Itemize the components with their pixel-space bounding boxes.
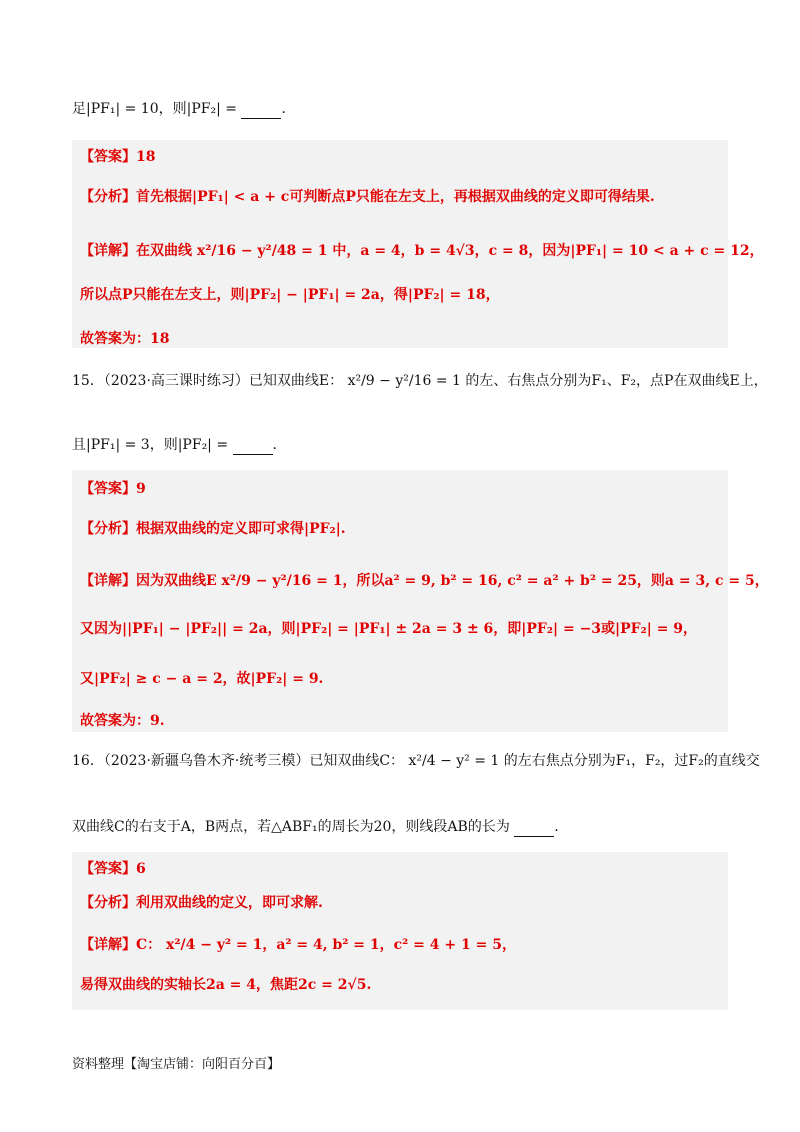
q14-detail-1: 【详解】在双曲线 x²/16 − y²/48 = 1 中，a = 4，b = 4√3，c = 8，因为|PF₁| = 10 < a + c = 12， <box>80 243 764 259</box>
footer-source: 资料整理【淘宝店铺：向阳百分百】 <box>72 1057 281 1072</box>
answer-blank <box>241 100 281 119</box>
q14-solution-box <box>72 140 764 348</box>
q15-detail-3: 又|PF₂| ≥ c − a = 2，故|PF₂| = 9. <box>80 671 324 687</box>
q16-answer: 【答案】6 <box>80 861 146 877</box>
answer-blank <box>514 818 554 837</box>
q14-stem-continuation: 足|PF₁| = 10，则|PF₂| = . <box>72 101 286 117</box>
q15-final: 故答案为：9. <box>80 713 165 729</box>
q15-detail-1: 【详解】因为双曲线E x²/9 − y²/16 = 1，所以a² = 9, b² = 16, c² = a² + b² = 25，则a = 3, c = 5， <box>80 573 769 589</box>
q16-stem-2: 双曲线C的右支于A，B两点，若△ABF₁的周长为20，则线段AB的长为 . <box>72 819 559 835</box>
q15-detail-2: 又因为||PF₁| − |PF₂|| = 2a，则|PF₂| = |PF₁| ± 2a = 3 ± 6，即|PF₂| = −3或|PF₂| = 9， <box>80 621 698 637</box>
q16-analysis: 【分析】利用双曲线的定义，即可求解. <box>80 895 323 911</box>
q15-solution-box <box>72 470 769 732</box>
q16-detail-2: 易得双曲线的实轴长2a = 4，焦距2c = 2√5. <box>80 977 372 993</box>
q15-answer: 【答案】9 <box>80 481 146 497</box>
q15-stem-2: 且|PF₁| = 3，则|PF₂| = . <box>72 437 277 453</box>
q15-analysis: 【分析】根据双曲线的定义即可求得|PF₂|. <box>80 521 346 537</box>
q14-analysis: 【分析】首先根据|PF₁| < a + c可判断点P只能在左支上，再根据双曲线的定义即可得结果. <box>80 189 655 205</box>
q15-stem-1: 15．（2023·高三课时练习）已知双曲线E： x²/9 − y²/16 = 1 的左、右焦点分别为F₁、F₂，点P在双曲线E上， <box>72 373 768 389</box>
q16-stem-1: 16．（2023·新疆乌鲁木齐·统考三模）已知双曲线C： x²/4 − y² = 1 的左右焦点分别为F₁，F₂，过F₂的直线交 <box>72 753 760 769</box>
q14-final: 故答案为：18 <box>80 331 170 347</box>
q16-detail-1: 【详解】C： x²/4 − y² = 1，a² = 4, b² = 1，c² = 4 + 1 = 5， <box>80 937 516 953</box>
q16-solution-box <box>72 852 728 1010</box>
q14-answer: 【答案】18 <box>80 149 156 165</box>
q14-detail-2: 所以点P只能在左支上，则|PF₂| − |PF₁| = 2a，得|PF₂| = 18， <box>80 287 500 303</box>
answer-blank <box>233 436 273 455</box>
